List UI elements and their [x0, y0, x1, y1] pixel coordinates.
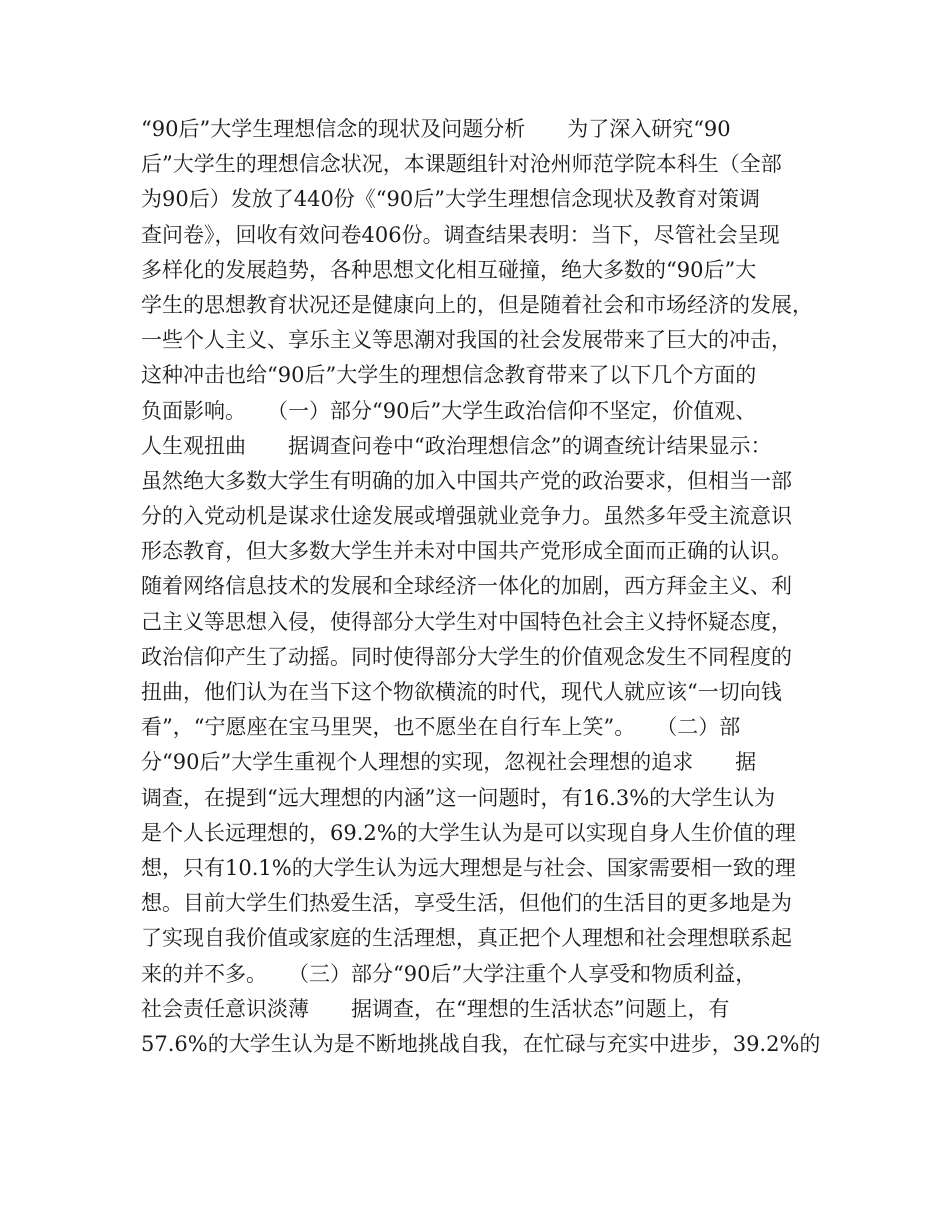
text-line-7: 一些个人主义、享乐主义等思潮对我国的社会发展带来了巨大的冲击， — [141, 328, 792, 353]
text-line-12: 分的入党动机是谋求仕途发展或增强就业竞争力。虽然多年受主流意识 — [141, 504, 792, 529]
text-line-25: 来的并不多。 （三）部分“90后”大学注重个人享受和物质利益， — [141, 961, 757, 986]
text-line-8: 这种冲击也给“90后”大学生的理想信念教育带来了以下几个方面的 — [141, 363, 757, 388]
text-line-14: 随着网络信息技术的发展和全球经济一体化的加剧，西方拜金主义、利 — [141, 574, 792, 599]
body-text — [141, 112, 831, 1062]
text-line-27: 57.6%的大学生认为是不断地挑战自我，在忙碌与充实中进步，39.2%的 — [141, 1031, 821, 1056]
text-line-3: 为90后）发放了440份《“90后”大学生理想信念现状及教育对策调 — [141, 187, 760, 212]
text-line-16: 政治信仰产生了动摇。同时使得部分大学生的价值观念发生不同程度的 — [141, 644, 792, 669]
text-line-22: 想，只有10.1%的大学生认为远大理想是与社会、国家需要相一致的理 — [141, 855, 796, 880]
text-line-6: 学生的思想教育状况还是健康向上的，但是随着社会和市场经济的发展， — [141, 292, 813, 317]
text-line-23: 想。目前大学生们热爱生活，享受生活，但他们的生活目的更多地是为 — [141, 891, 792, 916]
text-line-11: 虽然绝大多数大学生有明确的加入中国共产党的政治要求，但相当一部 — [141, 468, 792, 493]
text-line-2: 后”大学生的理想信念状况，本课题组针对沧州师范学院本科生（全部 — [141, 152, 782, 177]
text-line-24: 了实现自我价值或家庭的生活理想，真正把个人理想和社会理想联系起 — [141, 926, 792, 951]
text-line-13: 形态教育，但大多数大学生并未对中国共产党形成全面而正确的认识。 — [141, 539, 792, 564]
text-line-21: 是个人长远理想的，69.2%的大学生认为是可以实现自身人生价值的理 — [141, 820, 796, 845]
text-line-1: “90后”大学生理想信念的现状及问题分析 为了深入研究“90 — [141, 117, 731, 141]
text-line-20: 调查，在提到“远大理想的内涵”这一问题时，有16.3%的大学生认为 — [141, 785, 776, 810]
text-line-26: 社会责任意识淡薄 据调查，在“理想的生活状态”问题上，有 — [141, 996, 730, 1021]
text-line-15: 己主义等思想入侵，使得部分大学生对中国特色社会主义持怀疑态度， — [141, 609, 792, 634]
text-line-10: 人生观扭曲 据调查问卷中“政治理想信念”的调查统计结果显示： — [141, 433, 772, 458]
text-line-5: 多样化的发展趋势，各种思想文化相互碰撞，绝大多数的“90后”大 — [141, 257, 757, 282]
text-line-9: 负面影响。 （一）部分“90后”大学生政治信仰不坚定，价值观、 — [141, 398, 757, 423]
text-line-19: 分“90后”大学生重视个人理想的实现，忽视社会理想的追求 据 — [141, 750, 757, 775]
text-line-4: 查问卷》，回收有效问卷406份。调查结果表明：当下，尽管社会呈现 — [141, 222, 780, 247]
text-line-17: 扭曲，他们认为在当下这个物欲横流的时代，现代人就应该“一切向钱 — [141, 680, 782, 704]
text-line-18: 看”，“宁愿座在宝马里哭，也不愿坐在自行车上笑”。 （二）部 — [141, 715, 741, 740]
